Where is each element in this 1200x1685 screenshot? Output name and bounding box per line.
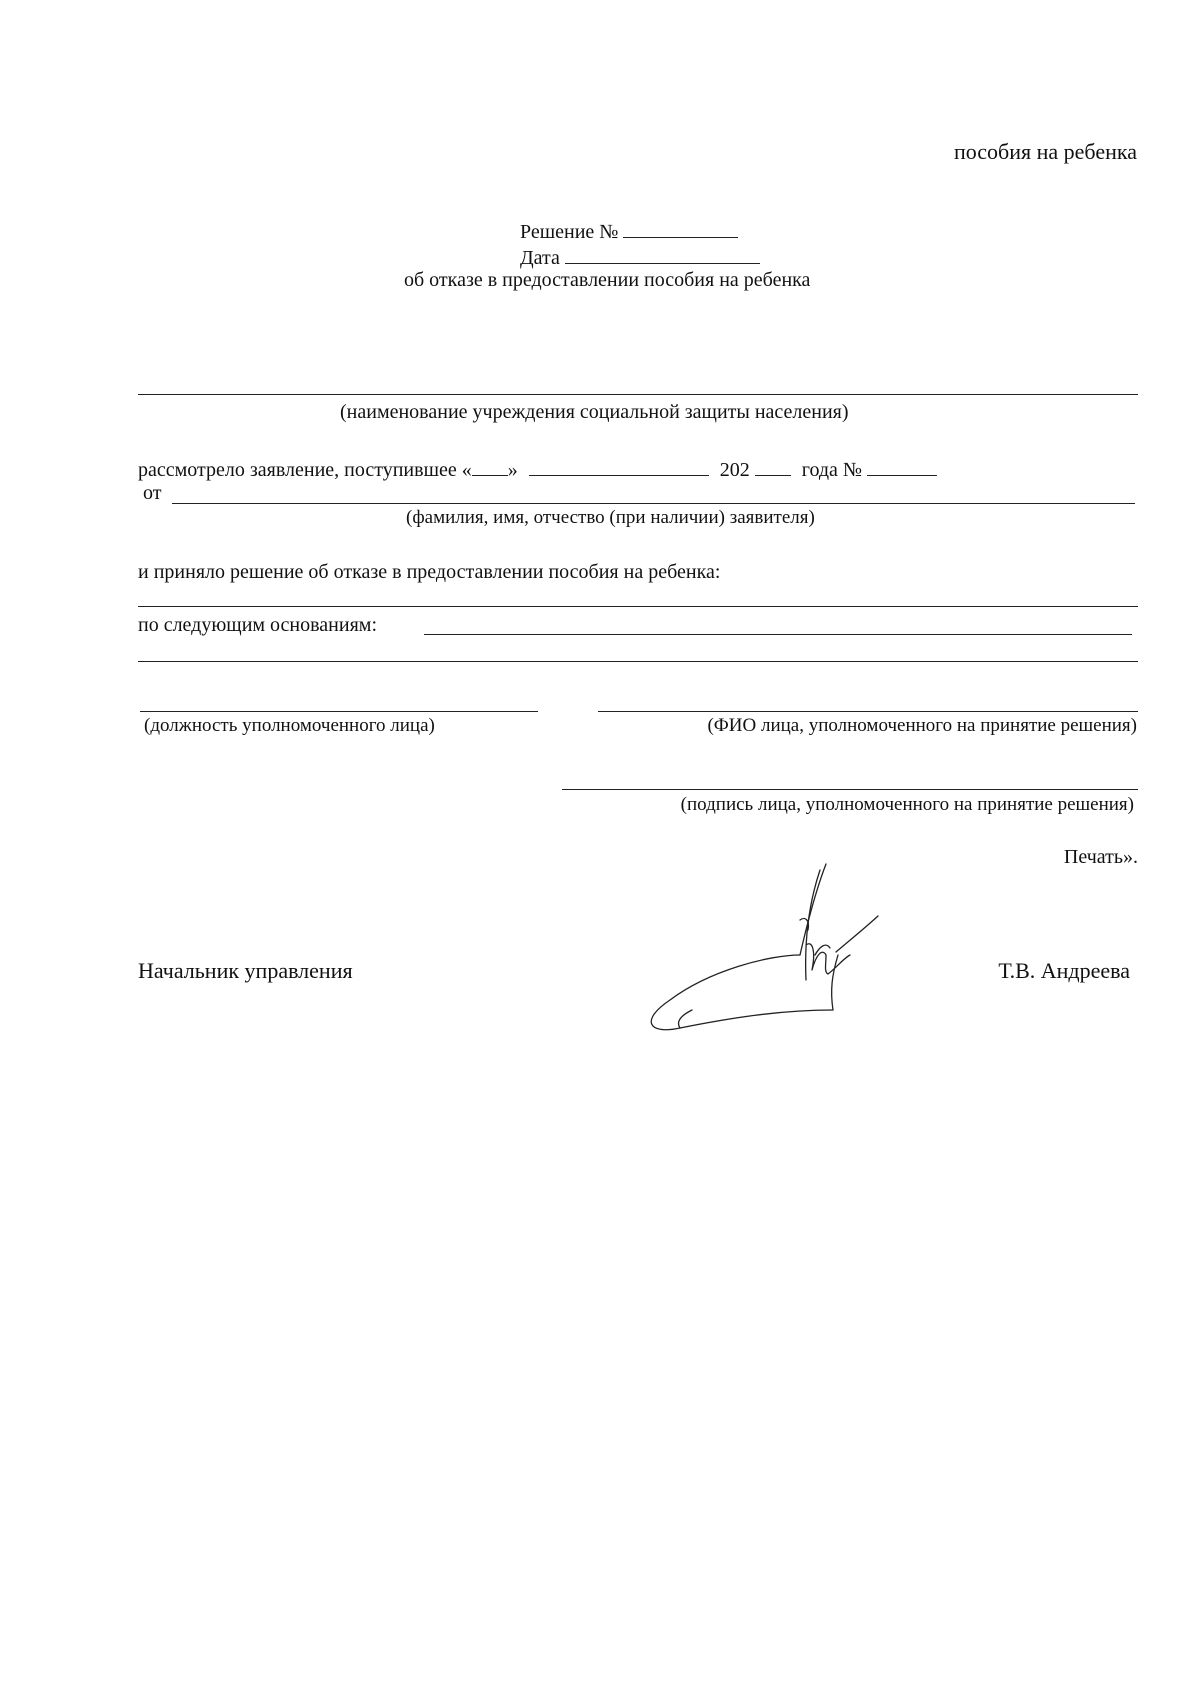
institution-line [138, 394, 1138, 395]
decision-subject: об отказе в предоставлении пособия на ребенка [404, 269, 811, 291]
refusal-line [138, 606, 1138, 607]
application-from-label: от [143, 482, 162, 504]
institution-caption: (наименование учреждения социальной защиты населения) [340, 401, 849, 423]
application-year-blank [755, 457, 791, 476]
annex-reference: пособия на ребенка [953, 139, 1137, 164]
fio-caption: (ФИО лица, уполномоченного на принятие решения) [707, 715, 1137, 736]
position-caption: (должность уполномоченного лица) [144, 715, 435, 736]
applicant-line [172, 503, 1135, 504]
application-prefix: рассмотрело заявление, поступившее « [138, 459, 472, 481]
grounds-line-1 [424, 634, 1132, 635]
footer-role: Начальник управления [138, 958, 353, 983]
handwritten-signature [640, 860, 940, 1040]
decision-number-label: Решение № [520, 221, 619, 243]
signature-caption: (подпись лица, уполномоченного на принятие решения) [680, 794, 1134, 815]
application-year: 202 [719, 459, 750, 481]
position-line [140, 711, 538, 712]
decision-date [520, 245, 760, 268]
decision-number-blank [623, 219, 738, 238]
application-line [138, 457, 937, 480]
application-number-blank [867, 457, 937, 476]
applicant-caption: (фамилия, имя, отчество (при наличии) заявителя) [406, 507, 815, 528]
grounds-label: по следующим основаниям: [138, 614, 378, 636]
application-month-blank [529, 457, 709, 476]
decision-date-blank [565, 245, 760, 264]
signature-line [562, 789, 1138, 790]
fio-line [598, 711, 1138, 712]
refusal-statement: и приняло решение об отказе в предоставлении пособия на ребенка: [138, 561, 721, 583]
decision-number [520, 219, 738, 242]
footer-name: Т.В. Андреева [998, 958, 1130, 983]
grounds-line-2 [138, 661, 1138, 662]
application-year-word: года № [801, 459, 862, 481]
application-day-blank [472, 457, 508, 476]
decision-date-label: Дата [520, 247, 560, 269]
application-quote-close: » [507, 459, 518, 481]
seal-label: Печать». [1063, 846, 1138, 868]
